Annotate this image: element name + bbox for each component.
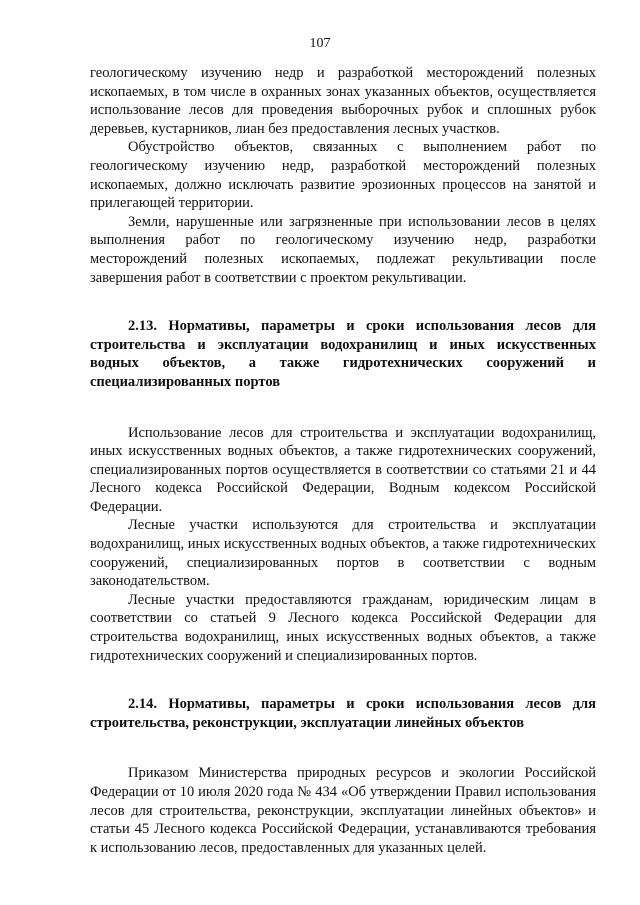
section-spacer <box>90 665 596 695</box>
paragraph-geological-survey-felling: геологическому изучению недр и разработкой месторождений полезных ископаемых, в том числе в охранных зонах указанных объектов, осуществляется использование лесов для проведения выборочных рубок и сплошных рубок деревьев, кустарников, лиан без предоставления лесных участков. <box>90 65 596 137</box>
paragraph-linear-objects-order: Приказом Министерства природных ресурсов и экологии Российской Федерации от 10 июля 2020 года № 434 «Об утверждении Правил использования лесов для строительства, реконструкции, эксплуатации линейных объектов» и статьи 45 Лесного кодекса Российской Федерации, устанавливаются требования к использованию лесов, предоставленных для указанных целей. <box>90 765 596 856</box>
paragraph-erosion-prevention: Обустройство объектов, связанных с выполнением работ по геологическому изучению недр, разработкой месторождений полезных ископаемых, должно исключать развитие эрозионных процессов на занятой и прилегающей территории. <box>90 139 596 212</box>
heading-spacer <box>90 732 596 764</box>
section-spacer <box>90 287 596 317</box>
heading-spacer <box>90 392 596 424</box>
paragraph-water-legislation: Лесные участки используются для строительства и эксплуатации водохранилищ, иных искусственных водных объектов, а также гидротехнических сооружений, специализированных портов в соответствии с водным законодательством. <box>90 517 596 590</box>
paragraph-plots-provision: Лесные участки предоставляются гражданам, юридическим лицам в соответствии со статьей 9 Лесного кодекса Российской Федерации для строительства водохранилищ, иных искусственных водных объектов, а также гидротехнических сооружений и специализированных портов. <box>90 591 596 664</box>
section-heading-2-13: 2.13. Нормативы, параметры и сроки использования лесов для строительства и эксплуатации водохранилищ и иных искусственных водных объектов, а также гидротехнических сооружений и специализированных портов <box>90 318 596 390</box>
section-heading-2-14: 2.14. Нормативы, параметры и сроки использования лесов для строительства, реконструкции, эксплуатации линейных объектов <box>90 696 596 731</box>
page-number: 107 <box>309 36 331 51</box>
paragraph-reservoir-use: Использование лесов для строительства и эксплуатации водохранилищ, иных искусственных водных объектов, а также гидротехнических сооружений, специализированных портов осуществляется в соответствии со статьями 21 и 44 Лесного кодекса Российской Федерации, Водным кодексом Российской Федерации. <box>90 424 596 515</box>
document-body <box>90 64 596 857</box>
paragraph-land-recultivation: Земли, нарушенные или загрязненные при использовании лесов в целях выполнения работ по геологическому изучению недр, разработки месторождений полезных ископаемых, подлежат рекультивации после завершения работ в соответствии с проектом рекультивации. <box>90 213 596 286</box>
